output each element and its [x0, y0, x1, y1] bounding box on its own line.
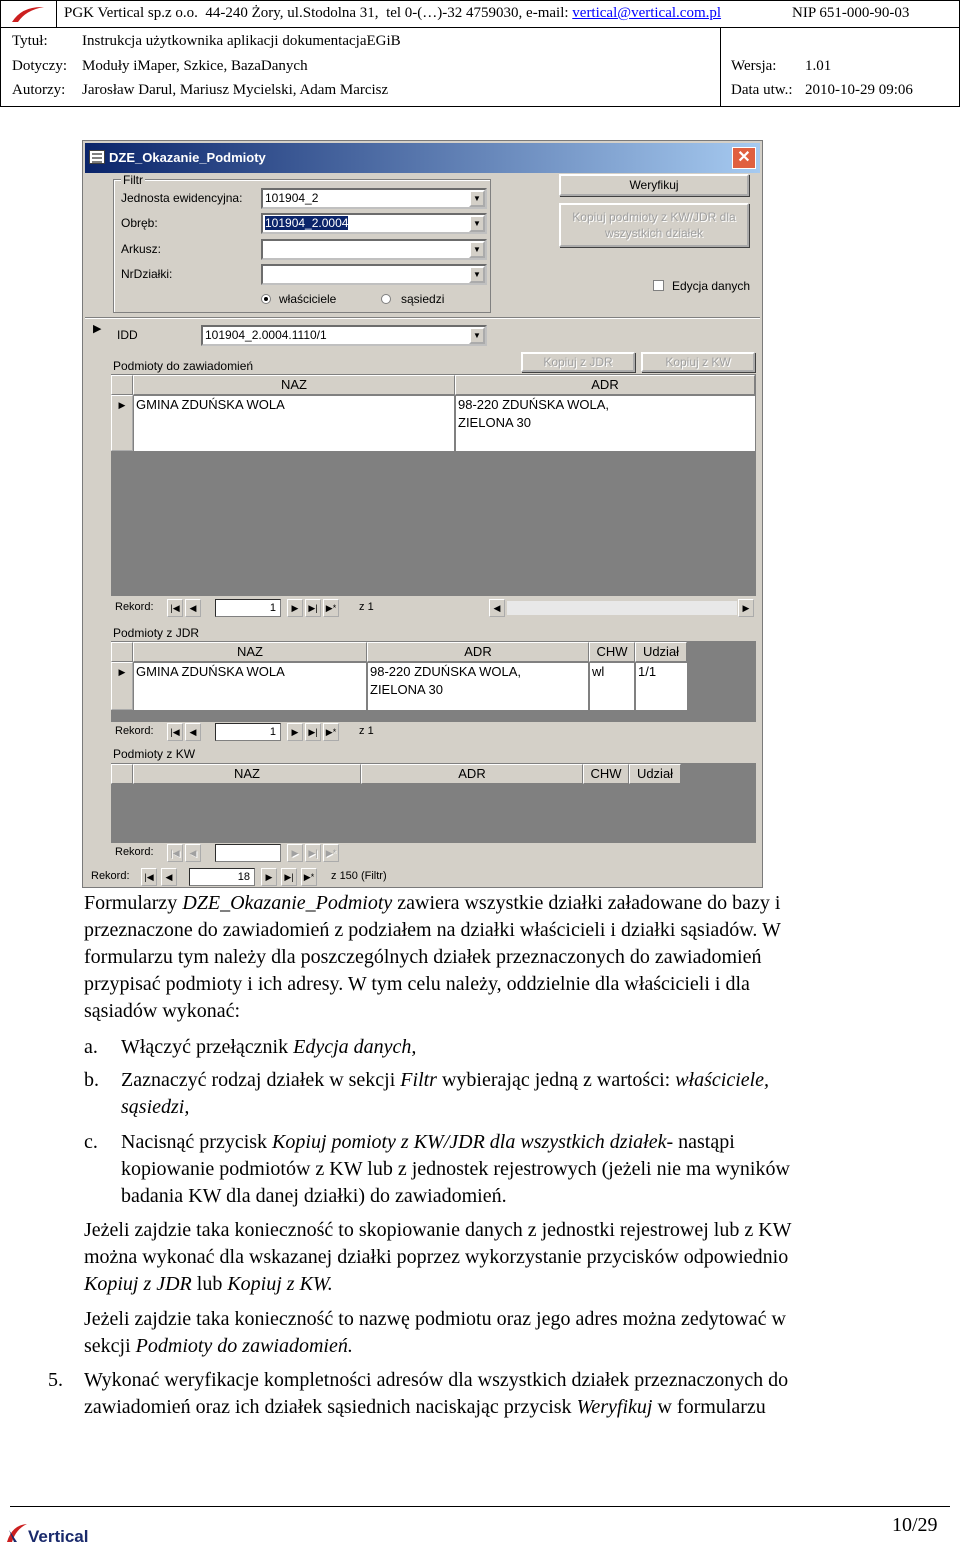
email-link[interactable]: vertical@vertical.com.pl	[572, 5, 722, 21]
radio-owners-label: właściciele	[279, 292, 337, 306]
col-udzial[interactable]: Udział	[635, 642, 687, 662]
authors: Jarosław Darul, Mariusz Mycielski, Adam Marcisz	[82, 82, 389, 98]
record-number[interactable]: 1	[215, 599, 281, 617]
chevron-down-icon[interactable]: ▼	[469, 266, 485, 283]
nrdzialki-label: NrDziałki:	[121, 267, 173, 281]
row-selector-icon[interactable]: ▶	[111, 662, 133, 710]
step-c-mark: c.	[84, 1131, 98, 1153]
edit-checkbox[interactable]	[653, 280, 664, 291]
radio-neighbors[interactable]	[381, 294, 391, 304]
vertical-logo-icon	[6, 1522, 28, 1544]
col-chw[interactable]: CHW	[583, 764, 629, 784]
first-record-icon[interactable]: |◀	[167, 723, 183, 741]
next-record-icon[interactable]: ▶	[287, 723, 303, 741]
col-naz[interactable]: NAZ	[133, 642, 367, 662]
doc-title: Instrukcja użytkownika aplikacji dokumentacjaEGiB	[82, 33, 401, 49]
row-selector-icon[interactable]: ▶	[111, 395, 133, 451]
new-record-icon[interactable]: ▶*	[323, 844, 339, 862]
nrdzialki-combo[interactable]	[261, 264, 487, 285]
step-a-mark: a.	[84, 1036, 98, 1058]
vertical-logo-mark-icon	[10, 4, 46, 24]
jdr-label: Podmioty z JDR	[113, 626, 200, 640]
new-record-icon[interactable]: ▶*	[323, 599, 339, 617]
jdr-chw-cell[interactable]: wl	[590, 663, 634, 710]
title-label: Tytuł:	[12, 33, 48, 49]
col-adr[interactable]: ADR	[361, 764, 583, 784]
record-of: z 1	[359, 601, 374, 613]
corner-cell	[111, 642, 133, 662]
divider	[85, 317, 760, 319]
rekord-label: Rekord:	[115, 725, 154, 737]
scroll-left-icon[interactable]: ◀	[489, 599, 505, 617]
prev-record-icon[interactable]: ◀	[185, 723, 201, 741]
prev-record-icon[interactable]: ◀	[185, 599, 201, 617]
record-of: z 1	[359, 725, 374, 737]
first-record-icon[interactable]: |◀	[167, 599, 183, 617]
copy-kw-button[interactable]: Kopiuj z KW	[641, 352, 755, 372]
version: 1.01	[805, 58, 832, 74]
step-c: Nacisnąć przycisk Kopiuj pomioty z KW/JDR dla wszystkich działek- nastąpi kopiowanie podmiotów z KW lub z jednostek rejestrowych (jeżeli nie ma wyników badania KW dla danej działki) do zawiadomień.	[121, 1131, 790, 1207]
paragraph-edit: Jeżeli zajdzie taka konieczność to nazwę podmiotu oraz jego adres można zedytować w sekcji Podmioty do zawiadomień.	[84, 1308, 786, 1357]
chevron-down-icon[interactable]: ▼	[469, 215, 485, 232]
corner-cell	[111, 375, 133, 395]
prev-record-icon[interactable]: ◀	[185, 844, 201, 862]
authors-label: Autorzy:	[12, 82, 66, 98]
record-of: z 150 (Filtr)	[331, 870, 387, 882]
form-window	[82, 140, 763, 888]
last-record-icon[interactable]: ▶|	[281, 868, 297, 886]
obreb-combo[interactable]: 101904_2.0004 ▼	[261, 213, 487, 234]
record-nav-main	[85, 867, 760, 887]
first-record-icon[interactable]: |◀	[141, 868, 157, 886]
last-record-icon[interactable]: ▶|	[305, 723, 321, 741]
edit-checkbox-label: Edycja danych	[672, 279, 751, 293]
record-nav-notify	[111, 598, 756, 618]
page-number: 10/29	[892, 1514, 938, 1536]
prev-record-icon[interactable]: ◀	[161, 868, 177, 886]
next-record-icon[interactable]: ▶	[261, 868, 277, 886]
last-record-icon[interactable]: ▶|	[305, 599, 321, 617]
chevron-down-icon[interactable]: ▼	[469, 327, 485, 344]
kw-label: Podmioty z KW	[113, 747, 196, 761]
chevron-down-icon[interactable]: ▼	[469, 241, 485, 258]
window-titlebar[interactable]	[85, 143, 760, 173]
close-icon[interactable]: ✕	[732, 147, 756, 169]
copy-jdr-button[interactable]: Kopiuj z JDR	[521, 352, 635, 372]
notify-adr-cell[interactable]: 98-220 ZDUŃSKA WOLA, ZIELONA 30	[456, 396, 755, 451]
concerns-label: Dotyczy:	[12, 58, 67, 74]
step-b: Zaznaczyć rodzaj działek w sekcji Filtr wybierając jedną z wartości: właściciele, sąsiedzi,	[121, 1069, 770, 1118]
notify-naz-cell[interactable]: GMINA ZDUŃSKA WOLA	[134, 396, 454, 451]
corner-cell	[111, 764, 133, 784]
arkusz-combo[interactable]	[261, 239, 487, 260]
window-title: DZE_Okazanie_Podmioty	[109, 150, 266, 165]
last-record-icon[interactable]: ▶|	[305, 844, 321, 862]
filter-label: Filtr	[123, 173, 143, 187]
col-adr[interactable]: ADR	[367, 642, 589, 662]
radio-neighbors-label: sąsiedzi	[401, 292, 445, 306]
record-number[interactable]: 18	[189, 868, 255, 886]
step-a: Włączyć przełącznik Edycja danych,	[121, 1036, 417, 1058]
step-5-number: 5.	[48, 1369, 63, 1391]
jdr-udzial-cell[interactable]: 1/1	[636, 663, 687, 710]
col-naz[interactable]: NAZ	[133, 764, 361, 784]
footer-logo-text: Vertical	[28, 1527, 89, 1546]
col-chw[interactable]: CHW	[589, 642, 635, 662]
step-5: Wykonać weryfikacje kompletności adresów dla wszystkich działek przeznaczonych do zawiadomień oraz ich działek sąsiednich naciskając przycisk Weryfikuj w formularzu	[84, 1369, 789, 1418]
copy-all-button[interactable]: Kopiuj podmioty z KW/JDR dla wszystkich działek	[559, 203, 749, 247]
col-udzial[interactable]: Udział	[629, 764, 681, 784]
rekord-label: Rekord:	[91, 870, 130, 882]
record-number[interactable]	[215, 844, 281, 862]
next-record-icon[interactable]: ▶	[287, 844, 303, 862]
date-label: Data utw.:	[731, 82, 793, 98]
jdr-adr-cell[interactable]: 98-220 ZDUŃSKA WOLA, ZIELONA 30	[368, 663, 588, 710]
arkusz-label: Arkusz:	[121, 242, 162, 256]
date: 2010-10-29 09:06	[805, 82, 913, 98]
next-record-icon[interactable]: ▶	[287, 599, 303, 617]
company-info: PGK Vertical sp.z o.o. 44-240 Żory, ul.Stodolna 31, tel 0-(…)-32 4759030, e-mail: vertical@vertical.com.pl	[64, 5, 722, 21]
chevron-down-icon[interactable]: ▼	[469, 190, 485, 207]
step-b-mark: b.	[84, 1069, 99, 1091]
unit-combo[interactable]: 101904_2 ▼	[261, 188, 487, 209]
record-number[interactable]: 1	[215, 723, 281, 741]
concerns: Moduły iMaper, Szkice, BazaDanych	[82, 58, 308, 74]
idd-label: IDD	[117, 328, 138, 342]
col-naz[interactable]: NAZ	[133, 375, 455, 395]
rekord-label: Rekord:	[115, 846, 154, 858]
form-icon	[89, 150, 105, 164]
verify-button[interactable]: Weryfikuj	[559, 174, 749, 196]
unit-label: Jednosta ewidencyjna:	[121, 191, 243, 205]
obreb-label: Obręb:	[121, 216, 158, 230]
record-selector-icon: ▶	[93, 323, 102, 335]
paragraph-copy: Jeżeli zajdzie taka konieczność to skopiowanie danych z jednostki rejestrowej lub z KW można wykonać dla wskazanej działki poprzez wykorzystanie przycisków odpowiednio Kopiuj z JDR lub Kopiuj z KW.	[84, 1219, 792, 1295]
record-nav-jdr	[111, 722, 756, 742]
jdr-naz-cell[interactable]: GMINA ZDUŃSKA WOLA	[134, 663, 366, 710]
footer-divider	[10, 1506, 950, 1507]
first-record-icon[interactable]: |◀	[167, 844, 183, 862]
record-nav-kw	[111, 843, 756, 863]
nip: NIP 651-000-90-03	[792, 5, 910, 21]
document-header	[0, 0, 960, 107]
notify-label: Podmioty do zawiadomień	[113, 359, 254, 373]
radio-owners[interactable]	[261, 294, 271, 304]
new-record-icon[interactable]: ▶*	[323, 723, 339, 741]
version-label: Wersja:	[731, 58, 777, 74]
new-record-icon[interactable]: ▶*	[301, 868, 317, 886]
scroll-right-icon[interactable]: ▶	[738, 599, 754, 617]
idd-combo[interactable]: 101904_2.0004.1110/1 ▼	[201, 325, 487, 346]
intro-paragraph: Formularzy DZE_Okazanie_Podmioty zawiera wszystkie działki załadowane do bazy i przeznaczone do zawiadomień z podziałem na działki właścicieli i działki sąsiadów. W formularzu tym należy dla poszczególnych działek przeznaczonych do zawiadomień przypisać podmioty i ich adresy. W tym celu należy, oddzielnie dla właścicieli i dla sąsiadów wykonać:	[84, 892, 781, 1022]
rekord-label: Rekord:	[115, 601, 154, 613]
h-scrollbar[interactable]	[507, 601, 737, 615]
col-adr[interactable]: ADR	[455, 375, 755, 395]
